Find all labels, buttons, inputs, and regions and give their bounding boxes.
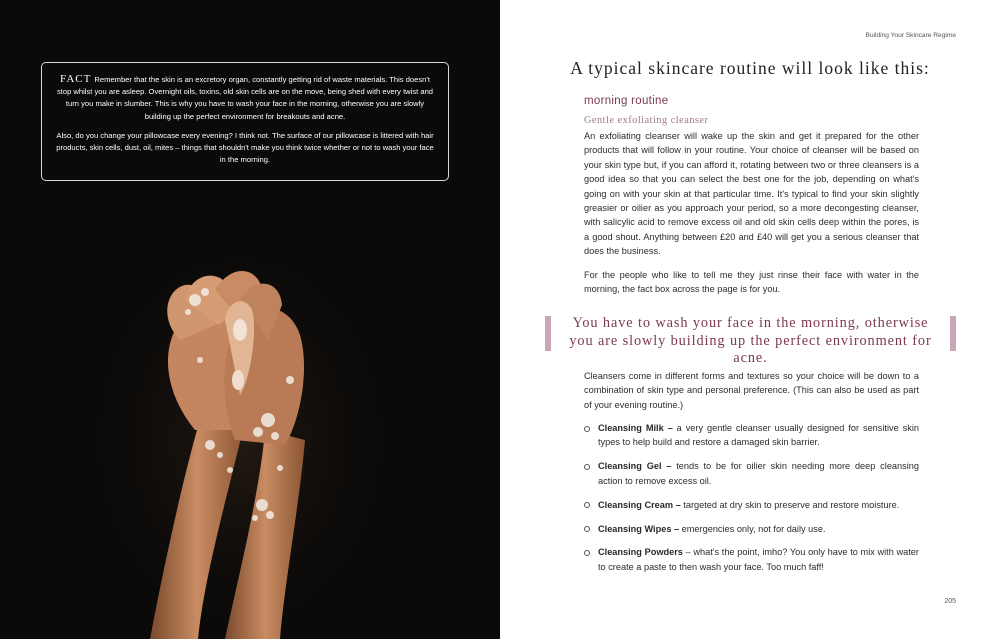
bullet-icon: [584, 526, 590, 532]
cleanser-description: a very gentle cleanser usually designed for sensitive skin types to help build and restore a damaged skin barrier.: [598, 423, 919, 448]
cleanser-name: Cleansing Milk –: [598, 423, 673, 433]
cleanser-name: Cleansing Gel –: [598, 461, 672, 472]
fact-label: FACT: [60, 73, 92, 85]
quote-bar-right: [950, 316, 956, 351]
fact-box: [41, 62, 449, 181]
list-item: [584, 421, 919, 450]
cleanser-name: Cleansing Wipes –: [598, 523, 680, 534]
fact-paragraph-1: [54, 73, 436, 123]
cleanser-name: Cleansing Powders: [598, 547, 683, 558]
bullet-icon: [584, 502, 590, 508]
bullet-icon: [584, 426, 590, 432]
section-heading: morning routine: [584, 95, 669, 107]
body-paragraph-1: An exfoliating cleanser will wake up the skin and get it prepared for the other products that will follow in your routine. Your choice of cleanser will be based on your skin type but, if you can afford it, rotating between two or three cleansers is a good idea so that you can select the best one for the job, depending on what's going on with your skin at that particular time. It's typical to find your skin slightly greasier or oilier as you approach your period, so a more decongesting cleanser, with salicylic acid to remove excess oil and old skin cells deep within the pores, is a good shout. Anything between £20 and £40 will get you a serious cleanser that does the business.: [584, 131, 919, 257]
cleanser-description: – what's the point, imho? You only have to mix with water to create a paste to then wash your face. Too much faff!: [598, 547, 919, 572]
page-number: 205: [944, 598, 956, 605]
fact-text-1: Remember that the skin is an excretory organ, constantly getting rid of waste materials. This doesn't stop whilst you are asleep. Overnight oils, toxins, old skin cells are on the move, being shed with every twist and turn you make in slumber. This is why you have to wash your face in the morning, otherwise you are slowly building up the perfect environment for breakouts and acne.: [56, 75, 434, 121]
bullet-icon: [584, 550, 590, 556]
list-item: [584, 459, 919, 488]
cleanser-types-list: [584, 421, 919, 584]
bullet-icon: [584, 464, 590, 470]
body-paragraph-3: Cleansers come in different forms and textures so your choice will be down to a combination of skin type and personal preference. (This can also be used as part of your evening routine.): [584, 371, 919, 410]
body-paragraph-2: For the people who like to tell me they just rinse their face with water in the morning, the fact box across the page is for you.: [584, 270, 919, 295]
running-header: Building Your Skincare Regime: [865, 32, 956, 39]
fact-paragraph-2: Also, do you change your pillowcase every evening? I think not. The surface of our pillowcase is littered with hair products, skin cells, dust, oil, mites – things that shouldn't make you think twice whether or not to wash your face in the morning.: [56, 130, 434, 165]
pull-quote-text: You have to wash your face in the morning, otherwise you are slowly building up the perfect environment for acne.: [569, 315, 932, 366]
cleanser-description: targeted at dry skin to preserve and restore moisture.: [680, 499, 900, 510]
page-title: A typical skincare routine will look like this:: [570, 58, 930, 78]
cleanser-description: emergencies only, not for daily use.: [679, 523, 826, 534]
right-page: [500, 0, 1000, 639]
cleanser-description: tends to be for oilier skin needing more deep cleansing action to remove excess oil.: [598, 461, 919, 486]
list-item: [584, 498, 919, 512]
quote-bar-left: [545, 316, 551, 351]
cleanser-name: Cleansing Cream –: [598, 499, 681, 510]
pull-quote: [545, 315, 956, 366]
subheading: Gentle exfoliating cleanser: [584, 115, 709, 126]
list-item: [584, 522, 919, 536]
list-item: [584, 545, 919, 574]
